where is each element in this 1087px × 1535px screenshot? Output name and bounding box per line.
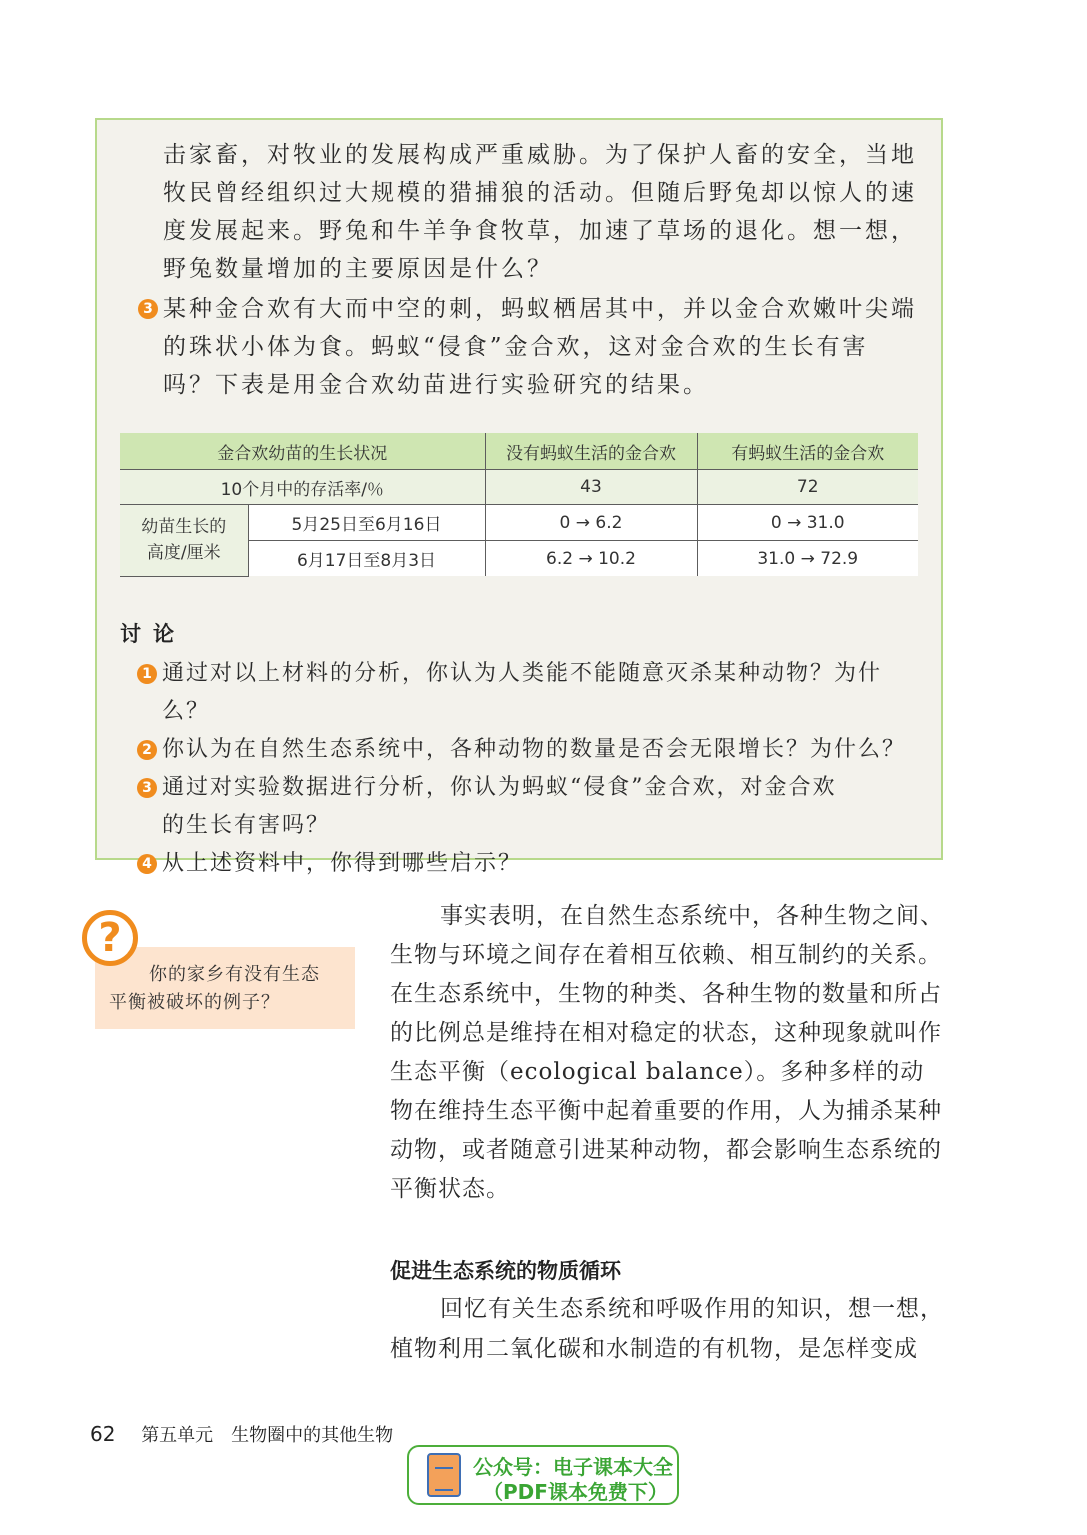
discussion-text: 通过对实验数据进行分析，你认为蚂蚁“侵食”金合欢，对金合欢: [162, 775, 837, 800]
row-header-line: 高度/厘米: [146, 543, 221, 564]
table-cell: 31.0 → 72.9: [697, 541, 918, 577]
section-heading: 促进生态系统的物质循环: [390, 1259, 621, 1283]
main-text: 事实表明，在自然生态系统中，各种生物之间、生物与环境之间存在着相互依赖、相互制约的关系。在生态系统中，生物的种类、各种生物的数量和所占的比例总是维持在相对稳定的状态，这种现象就叫作生态平衡（ecological balance）。多种多样的动物在维持生态平衡中起着重要的作用，人为捕杀某种动物，或者随意引进某种动物，都会影响生态系统的平衡状态。: [390, 903, 944, 1202]
table-cell: 6月17日至8月3日: [248, 541, 485, 577]
section-paragraph: [390, 1289, 945, 1369]
text-line: 牧民曾经组织过大规模的猎捕狼的活动。但随后野兔却以惊人的速: [163, 180, 917, 206]
text-line: 野兔数量增加的主要原因是什么？: [163, 256, 553, 282]
table-cell: 10个月中的存活率/％: [120, 470, 485, 505]
table-row: [120, 470, 918, 505]
case-item-3: [143, 290, 923, 404]
number-badge-3: 3: [138, 299, 158, 319]
watermark-line: 公众号：电子课本大全: [473, 1455, 673, 1479]
section-text: 回忆有关生态系统和呼吸作用的知识，想一想，植物利用二氧化碳和水制造的有机物，是怎样变成: [390, 1296, 944, 1362]
discussion-text: 你认为在自然生态系统中，各种动物的数量是否会无限增长？为什么？: [162, 737, 907, 762]
text-line: 度发展起来。野兔和牛羊争食牧草，加速了草场的退化。想一想，: [163, 218, 917, 244]
number-badge-4: 4: [137, 854, 157, 874]
discussion-item: [137, 655, 927, 731]
sidebar-question-line: 你的家乡有没有生态: [149, 964, 320, 985]
table-cell: 6.2 → 10.2: [485, 541, 697, 577]
text-line: 某种金合欢有大而中空的刺，蚂蚁栖居其中，并以金合欢嫩叶尖端: [163, 296, 917, 322]
discussion-item: [137, 731, 927, 769]
table-cell: 43: [485, 470, 697, 505]
watermark-badge: [407, 1445, 679, 1505]
number-badge-3: 3: [137, 778, 157, 798]
table-cell: 0 → 6.2: [485, 505, 697, 541]
discussion-item: [137, 769, 927, 845]
table-header-cell: 有蚂蚁生活的金合欢: [697, 433, 918, 470]
text-line: 的珠状小体为食。蚂蚁“侵食”金合欢，这对金合欢的生长有害: [163, 334, 869, 360]
number-badge-2: 2: [137, 740, 157, 760]
discussion-text: 的生长有害吗？: [162, 813, 331, 838]
page-footer: [90, 1421, 393, 1447]
table-header-row: [120, 433, 918, 470]
discussion-title: 讨论: [120, 622, 186, 646]
table-cell: 0 → 31.0: [697, 505, 918, 541]
sidebar-question-box: [95, 947, 355, 1029]
book-logo-icon: [427, 1453, 461, 1497]
main-paragraph: [390, 897, 945, 1209]
watermark-line: （PDF课本免费下）: [483, 1480, 668, 1504]
table-header-cell: 没有蚂蚁生活的金合欢: [485, 433, 697, 470]
table-row: [120, 505, 918, 541]
table-header-cell: 金合欢幼苗的生长状况: [120, 433, 485, 470]
discussion-text: 通过对以上材料的分析，你认为人类能不能随意灭杀某种动物？为什么？: [162, 661, 883, 724]
question-icon: ?: [82, 910, 138, 966]
table-cell: 72: [697, 470, 918, 505]
discussion-list: [137, 655, 927, 883]
experiment-table: [120, 433, 918, 577]
text-line: 击家畜，对牧业的发展构成严重威胁。为了保护人畜的安全，当地: [163, 142, 917, 168]
discussion-item: [137, 845, 927, 883]
text-line: 吗？下表是用金合欢幼苗进行实验研究的结果。: [163, 372, 709, 398]
table-cell: 5月25日至6月16日: [248, 505, 485, 541]
discussion-text: 从上述资料中，你得到哪些启示？: [162, 851, 523, 876]
table-row-header: [120, 505, 248, 577]
unit-title: 第五单元 生物圈中的其他生物: [141, 1425, 394, 1446]
sidebar-question-line: 平衡被破坏的例子？: [109, 992, 280, 1013]
page-number: 62: [90, 1422, 116, 1446]
row-header-line: 幼苗生长的: [141, 517, 227, 538]
case-paragraph: [163, 136, 923, 288]
number-badge-1: 1: [137, 664, 157, 684]
